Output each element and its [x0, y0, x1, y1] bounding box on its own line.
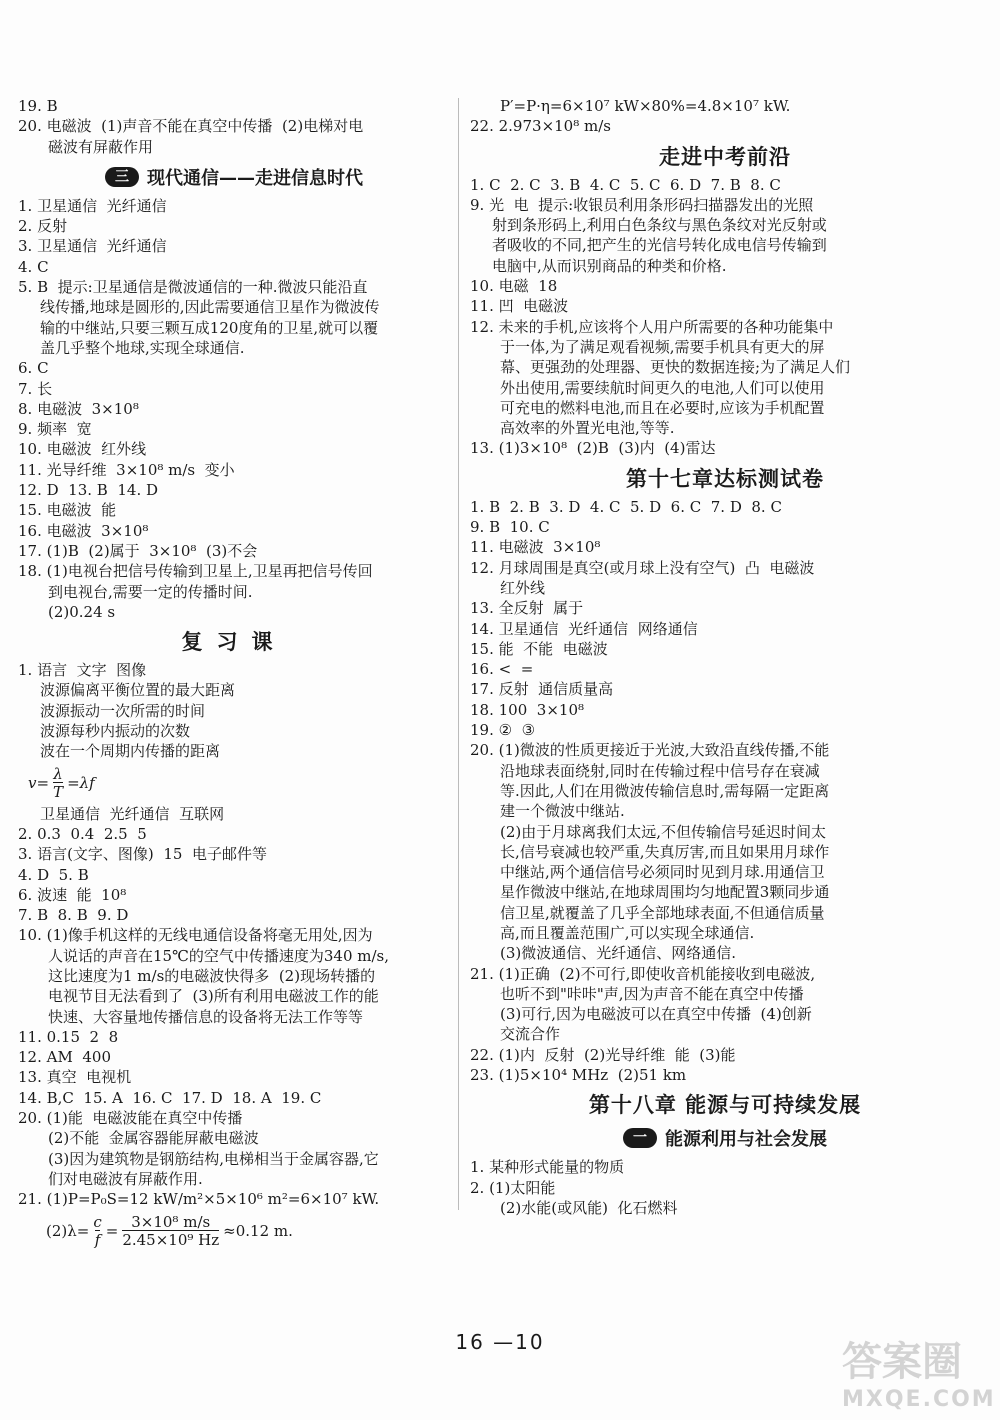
answer-block: [470, 96, 980, 137]
watermark-url: MXQE.COM: [842, 1387, 996, 1412]
answer-line: 20. (1)能 电磁波能在真空中传播: [18, 1109, 243, 1128]
answer-line: 2. (1)太阳能: [470, 1178, 556, 1197]
answer-line: 14. 卫星通信 光纤通信 网络通信: [470, 619, 698, 638]
formula-part: v=: [28, 773, 50, 792]
answer-line: 可充电的燃料电池,而且在必要时,应该为手机配置: [500, 398, 825, 417]
answer-line: (2)不能 金属容器能屏蔽电磁波: [48, 1129, 259, 1148]
answer-line: 9. 光 电 提示:收银员利用条形码扫描器发出的光照: [470, 195, 814, 214]
answer-line: 22. 2.973×10⁸ m/s: [470, 117, 611, 136]
section-title: 能源利用与社会发展: [665, 1129, 827, 1151]
answer-line: 11. 光导纤维 3×10⁸ m/s 变小: [18, 460, 235, 479]
numerator: λ: [53, 764, 63, 783]
numerator: c: [93, 1212, 102, 1231]
answer-line: 波源偏离平衡位置的最大距离: [40, 681, 236, 700]
answer-line: 们对电磁波有屏蔽作用.: [48, 1169, 203, 1188]
answer-line: 21. (1)正确 (2)不可行,即使收音机能接收到电磁波,: [470, 964, 816, 983]
denominator: T: [53, 782, 64, 801]
answer-line: 18. (1)电视台把信号传输到卫星上,卫星再把信号传回: [18, 562, 373, 581]
answer-line: (3)可行,因为电磁波可以在真空中传播 (4)创新: [500, 1005, 812, 1024]
chapter-heading: 第十八章 能源与可持续发展: [588, 1093, 862, 1118]
section-title: 现代通信——走进信息时代: [147, 167, 363, 189]
answer-line: 沿地球表面绕射,同时在传输过程中信号存在衰减: [500, 761, 820, 780]
section-heading: [470, 1125, 980, 1151]
frontier-heading: 走进中考前沿: [659, 144, 791, 169]
answer-block: [18, 660, 450, 761]
answer-line: 11. 0.15 2 8: [18, 1027, 119, 1046]
formula-part: =λf: [67, 773, 95, 792]
answer-line: 10. 电磁波 红外线: [18, 440, 147, 459]
answer-line: 19. ② ③: [470, 721, 536, 740]
review-heading: 复习课: [181, 630, 287, 655]
answer-line: 射到条形码上,利用白色条纹与黑色条纹对光反射或: [492, 216, 827, 235]
answer-line: 15. 电磁波 能: [18, 501, 117, 520]
fraction: [53, 766, 63, 800]
numerator: 3×10⁸ m/s: [131, 1212, 211, 1231]
answer-line: 21. (1)P=P₀S=12 kW/m²×5×10⁶ m²=6×10⁷ kW.: [18, 1190, 380, 1209]
answer-line: 交流合作: [500, 1025, 561, 1044]
answer-line: 1. B 2. B 3. D 4. C 5. D 6. C 7. D 8. C: [470, 497, 782, 516]
answer-line: 10. 电磁 18: [470, 277, 558, 296]
answer-line: 磁波有屏蔽作用: [48, 137, 154, 156]
answer-line: 高效率的外置光电池,等等.: [500, 419, 675, 438]
answer-line: 2. 0.3 0.4 2.5 5: [18, 824, 147, 843]
answer-line: 17. (1)B (2)属于 3×10⁸ (3)不会: [18, 541, 258, 560]
fraction: [93, 1214, 101, 1248]
answer-line: 15. 能 不能 电磁波: [470, 639, 608, 658]
answer-line: 12. D 13. B 14. D: [18, 481, 159, 500]
answer-block: [18, 196, 450, 622]
answer-line: 18. 100 3×10⁸: [470, 700, 585, 719]
answer-line: (2)0.24 s: [48, 602, 116, 621]
answer-line: 20. (1)微波的性质更接近于光波,大致沿直线传播,不能: [470, 741, 830, 760]
answer-line: 3. 卫星通信 光纤通信: [18, 237, 167, 256]
answer-line: 于一体,为了满足观看视频,需要手机具有更大的屏: [500, 337, 825, 356]
answer-line: 幕、更强劲的处理器、更快的数据连接;为了满足人们: [500, 358, 851, 377]
answer-line: 4. C: [18, 257, 49, 276]
answer-line: 11. 电磁波 3×10⁸: [470, 538, 601, 557]
answer-block: [470, 497, 980, 1086]
wavelength-formula: [18, 1210, 450, 1252]
answer-line: 4. D 5. B: [18, 865, 89, 884]
answer-block: [18, 804, 450, 1210]
answer-line: 高,而且覆盖范围广,可以实现全球通信.: [500, 923, 755, 942]
answer-line: 7. B 8. B 9. D: [18, 906, 129, 925]
answer-line: 3. 语言(文字、图像) 15 电子邮件等: [18, 845, 267, 864]
left-column: [18, 96, 450, 1252]
answer-line: 23. (1)5×10⁴ MHz (2)51 km: [470, 1066, 687, 1085]
answer-line: (3)微波通信、光纤通信、网络通信.: [500, 944, 737, 963]
answer-line: 20. 电磁波 (1)声音不能在真空中传播 (2)电梯对电: [18, 117, 364, 136]
wave-speed-formula: [18, 762, 450, 804]
answer-line: 等.因此,人们在用微波传输信息时,需每隔一定距离: [500, 781, 830, 800]
answer-line: 星作微波中继站,在地球周围均匀地配置3颗同步通: [500, 883, 830, 902]
answer-line: 电脑中,从而识别商品的种类和价格.: [492, 256, 727, 275]
answer-line: 人说话的声音在15℃的空气中传播速度为340 m/s,: [48, 946, 390, 965]
answer-line: 外出使用,需要续航时间更久的电池,人们可以使用: [500, 378, 825, 397]
answer-line: 9. B 10. C: [470, 518, 550, 537]
answer-line: 卫星通信 光纤通信 互联网: [40, 804, 225, 823]
right-column: [470, 96, 980, 1218]
watermark-logo: [842, 1330, 996, 1412]
answer-line: 长,信号衰减也较严重,失真厉害,而且如果用月球作: [500, 842, 830, 861]
answer-block: [18, 96, 450, 157]
formula-part: =: [105, 1221, 119, 1240]
denominator: 2.45×10⁹ Hz: [122, 1230, 220, 1249]
answer-line: 6. C: [18, 359, 49, 378]
answer-line: 1. C 2. C 3. B 4. C 5. C 6. D 7. B 8. C: [470, 175, 781, 194]
test-heading: 第十七章达标测试卷: [626, 466, 824, 491]
answer-line: 1. 某种形式能量的物质: [470, 1158, 625, 1177]
answer-line: 波源每秒内振动的次数: [40, 722, 191, 741]
answer-line: 中继站,两个通信信号必须同时见到月球.用通信卫: [500, 863, 825, 882]
answer-line: 波源振动一次所需的时间: [40, 701, 206, 720]
answer-line: 19. B: [18, 97, 58, 115]
answer-line: 6. 波速 能 10⁸: [18, 885, 127, 904]
answer-line: 12. 月球周围是真空(或月球上没有空气) 凸 电磁波: [470, 558, 815, 577]
answer-line: 9. 频率 宽: [18, 420, 92, 439]
answer-line: 22. (1)内 反射 (2)光导纤维 能 (3)能: [470, 1045, 736, 1064]
answer-line: (2)由于月球离我们太远,不但传输信号延迟时间太: [500, 822, 827, 841]
answer-line: 13. 全反射 属于: [470, 599, 584, 618]
section-heading: [18, 164, 450, 190]
answer-line: 快速、大容量地传播信息的设备将无法工作等等: [48, 1007, 364, 1026]
answer-line: 8. 电磁波 3×10⁸: [18, 399, 139, 418]
answer-line: 2. 反射: [18, 217, 68, 236]
answer-line: 电视节目无法看到了 (3)所有利用电磁波工作的能: [48, 987, 379, 1006]
answer-line: 13. (1)3×10⁸ (2)B (3)内 (4)雷达: [470, 439, 716, 458]
answer-line: 16. 电磁波 3×10⁸: [18, 521, 149, 540]
watermark-text: 答案圈: [842, 1339, 962, 1385]
answer-line: 者吸收的不同,把产生的光信号转化成电信号传输到: [492, 236, 827, 255]
answer-line: 这比速度为1 m/s的电磁波快得多 (2)现场转播的: [48, 966, 376, 985]
answer-line: 盖几乎整个地球,实现全球通信.: [40, 338, 245, 357]
answer-line: 也听不到"咔咔"声,因为声音不能在真空中传播: [500, 984, 804, 1003]
answer-line: 12. AM 400: [18, 1048, 111, 1067]
answer-line: 11. 凹 电磁波: [470, 297, 569, 316]
answer-line: 5. B 提示:卫星通信是微波通信的一种.微波只能沿直: [18, 278, 368, 297]
answer-line: 线传播,地球是圆形的,因此需要通信卫星作为微波传: [40, 298, 380, 317]
answer-block: [470, 175, 980, 459]
answer-line: 10. (1)像手机这样的无线电通信设备将毫无用处,因为: [18, 926, 373, 945]
answer-line: 信卫星,就覆盖了几乎全部地球表面,不但通信质量: [500, 903, 825, 922]
answer-line: 12. 未来的手机,应该将个人用户所需要的各种功能集中: [470, 317, 834, 336]
answer-line: 1. 卫星通信 光纤通信: [18, 196, 167, 215]
section-number-badge: 三: [105, 167, 139, 187]
answer-line: 1. 语言 文字 图像: [18, 661, 147, 680]
answer-line: 波在一个周期内传播的距离: [40, 742, 221, 761]
answer-line: 建一个微波中继站.: [500, 802, 625, 821]
section-number-badge: 一: [623, 1128, 657, 1148]
answer-line: 16. < =: [470, 660, 534, 679]
answer-line: 输的中继站,只要三颗互成120度角的卫星,就可以覆: [40, 318, 379, 337]
answer-line: (2)水能(或风能) 化石燃料: [500, 1198, 678, 1217]
answer-block: [470, 1157, 980, 1218]
formula-part: (2)λ=: [46, 1221, 90, 1240]
answer-line: 7. 长: [18, 379, 53, 398]
column-divider: [458, 98, 459, 1210]
answer-line: 13. 真空 电视机: [18, 1068, 132, 1087]
fraction: [122, 1214, 219, 1248]
answer-line: 14. B,C 15. A 16. C 17. D 18. A 19. C: [18, 1088, 322, 1107]
answer-line: 红外线: [500, 578, 546, 597]
page-number: 16 —10: [455, 1330, 545, 1354]
denominator: f: [94, 1230, 101, 1249]
formula-part: ≈0.12 m.: [223, 1221, 293, 1240]
answer-line: (3)因为建筑物是钢筋结构,电梯相当于金属容器,它: [48, 1149, 379, 1168]
answer-line: 17. 反射 通信质量高: [470, 680, 614, 699]
answer-line: 到电视台,需要一定的传播时间.: [48, 582, 253, 601]
answer-line: P′=P·η=6×10⁷ kW×80%=4.8×10⁷ kW.: [500, 97, 791, 115]
